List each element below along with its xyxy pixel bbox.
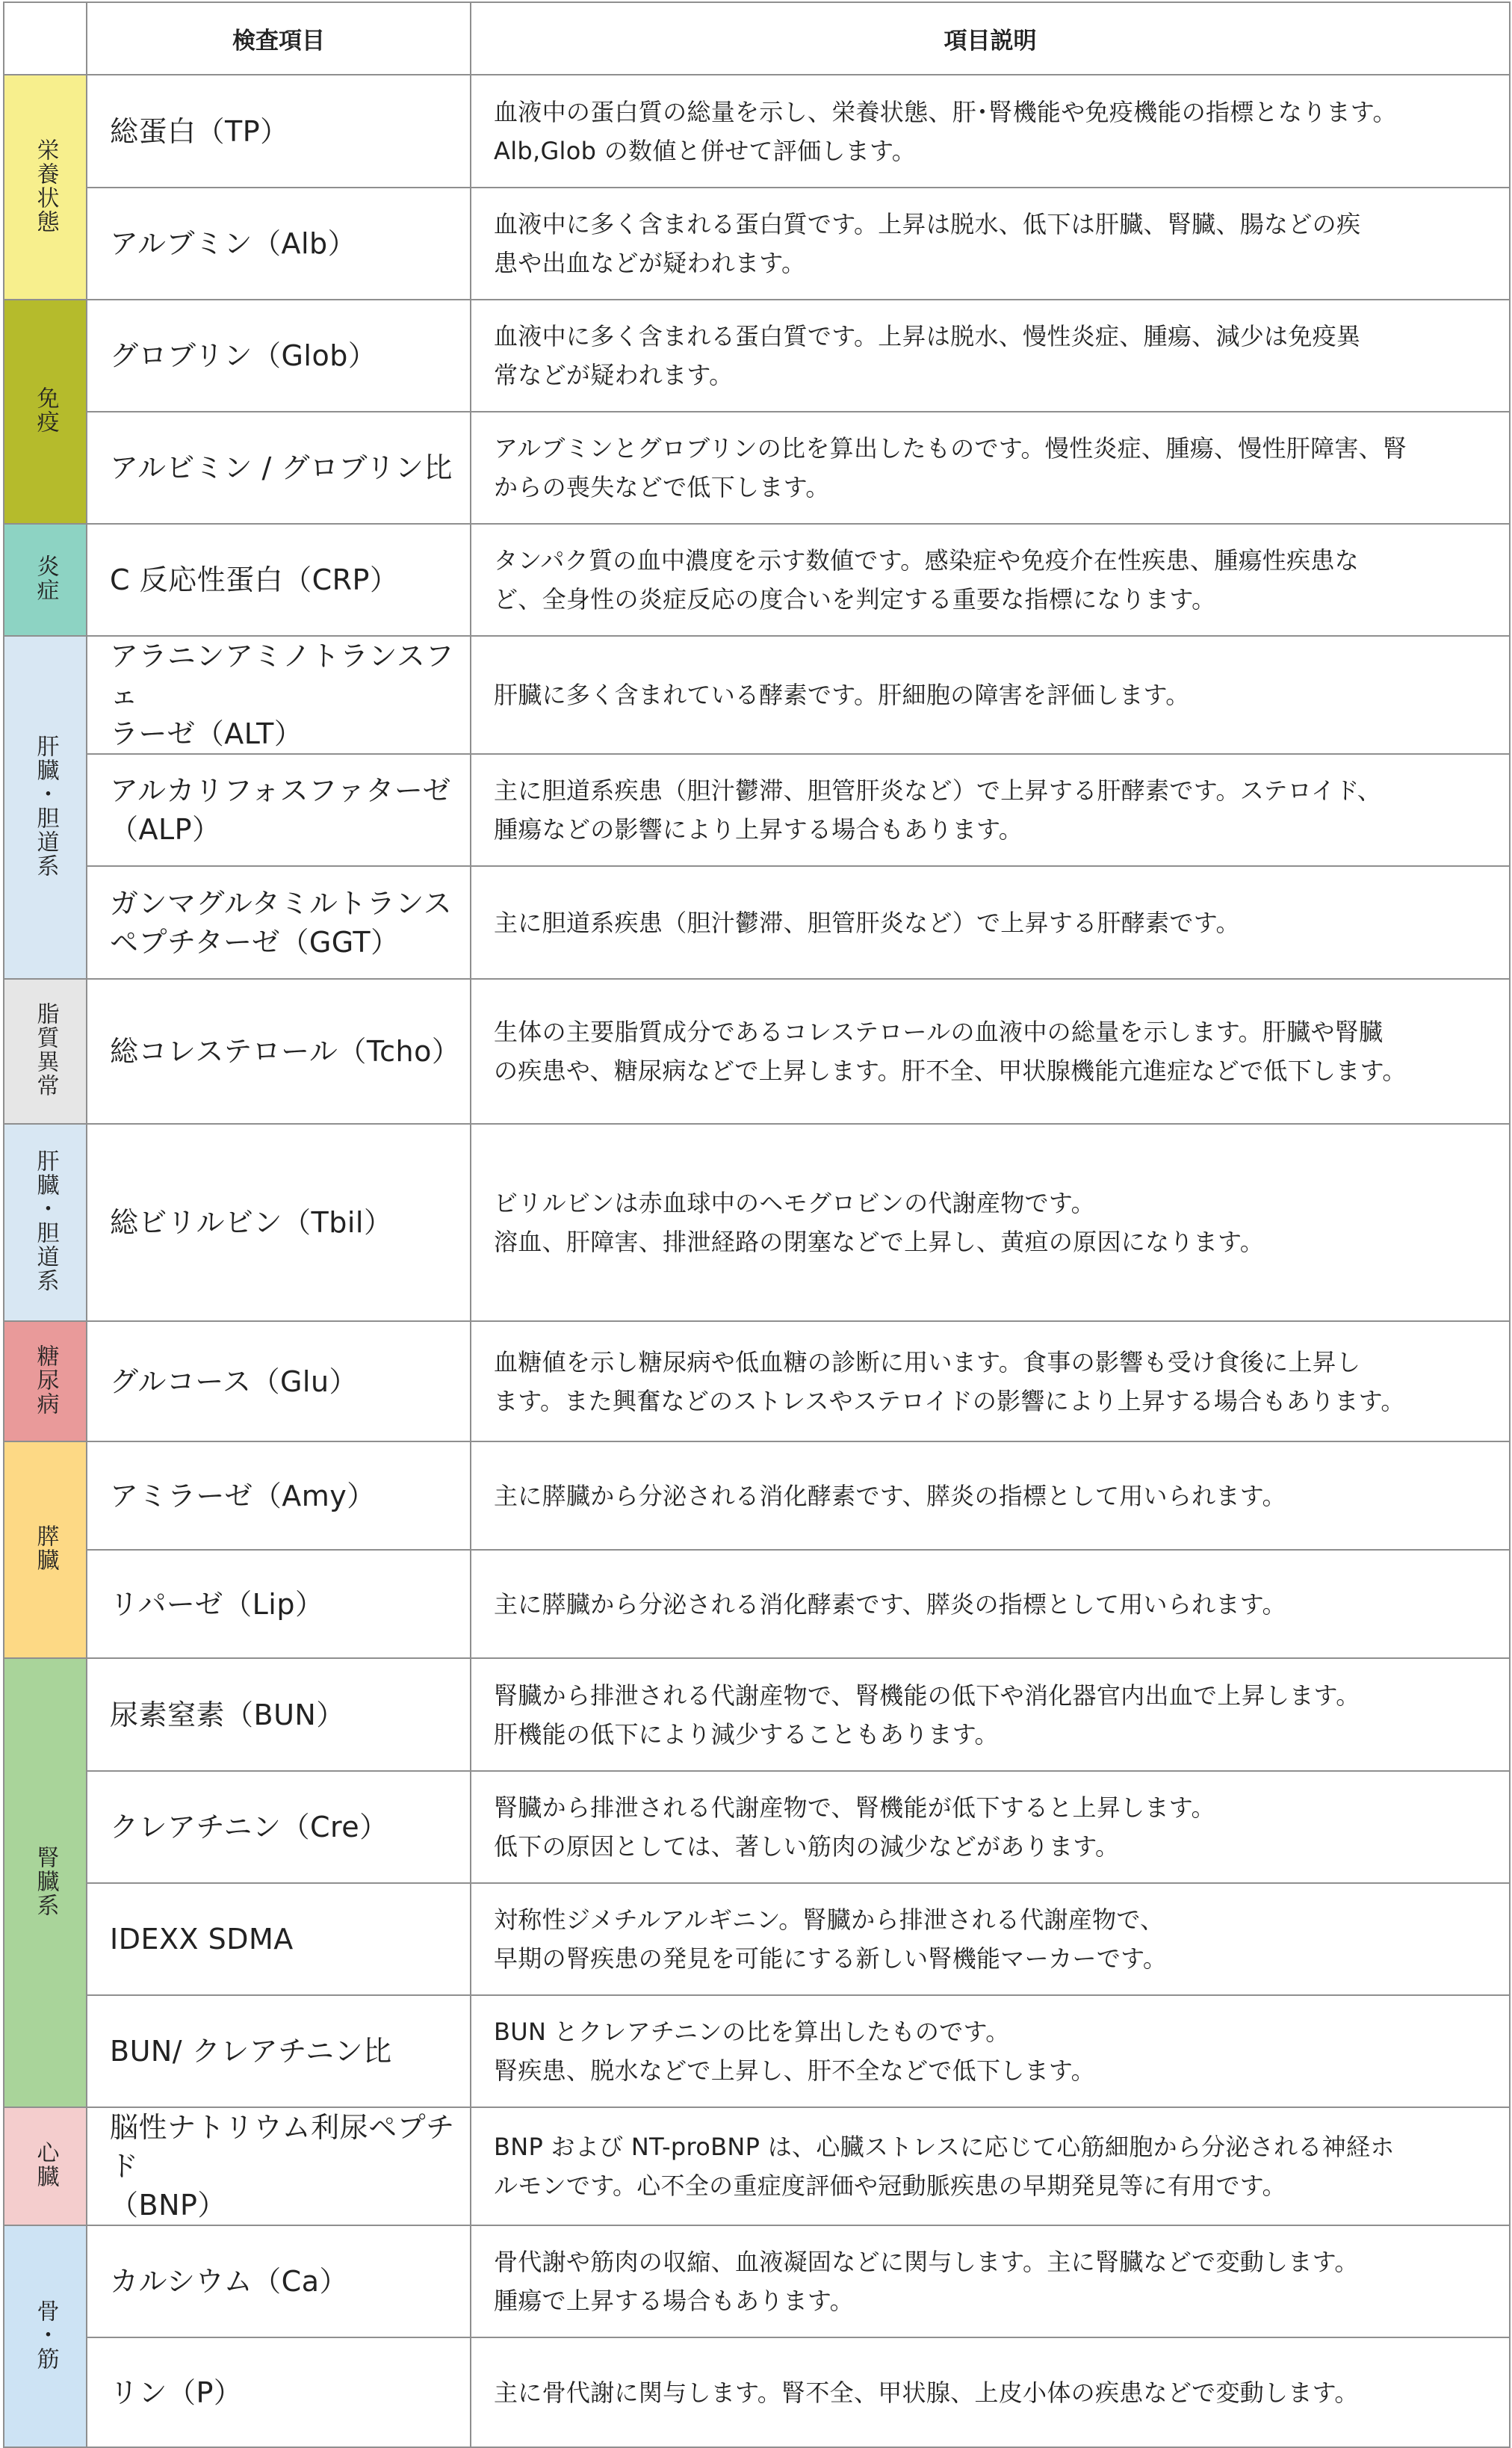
item-cell <box>87 1995 471 2107</box>
item-cell <box>87 2337 471 2447</box>
desc-line: 主に膵臓から分泌される消化酵素です、膵炎の指標として用いられます。 <box>494 1481 1286 1510</box>
table-row <box>4 1550 1510 1658</box>
item-line: アルブミン（Alb） <box>110 227 357 260</box>
item-line: IDEXX SDMA <box>110 1923 294 1956</box>
item-line: C 反応性蛋白（CRP） <box>110 563 399 596</box>
table-row <box>4 1321 1510 1441</box>
desc-cell <box>471 188 1510 300</box>
category-cell <box>4 1124 87 1321</box>
desc-line: 常などが疑われます。 <box>494 361 734 389</box>
category-label: 脂質異常 <box>32 1002 59 1098</box>
item-line: 総ビリルビン（Tbil） <box>110 1206 393 1239</box>
item-cell <box>87 1124 471 1321</box>
desc-line: 腎疾患、脱水などで上昇し、肝不全などで低下します。 <box>494 2056 1095 2085</box>
table-row <box>4 1658 1510 1771</box>
table-row <box>4 188 1510 300</box>
desc-line: 主に骨代謝に関与します。腎不全、甲状腺、上皮小体の疾患などで変動します。 <box>494 2378 1359 2407</box>
desc-cell <box>471 524 1510 636</box>
item-line: リン（P） <box>110 2376 243 2409</box>
table-row <box>4 412 1510 524</box>
item-line: グロブリン（Glob） <box>110 339 377 372</box>
desc-line: 血液中の蛋白質の総量を示し、栄養状態、肝･腎機能や免疫機能の指標となります。 <box>494 97 1397 126</box>
desc-cell <box>471 1124 1510 1321</box>
desc-cell <box>471 300 1510 412</box>
desc-cell <box>471 1550 1510 1658</box>
item-cell <box>87 188 471 300</box>
item-cell <box>87 2225 471 2337</box>
item-cell <box>87 1321 471 1441</box>
category-cell <box>4 524 87 636</box>
item-cell <box>87 1771 471 1883</box>
desc-line: 溶血、肝障害、排泄経路の閉塞などで上昇し、黄疸の原因になります。 <box>494 1228 1265 1256</box>
desc-cell <box>471 1771 1510 1883</box>
category-label: 肝臓・胆道系 <box>32 1149 59 1293</box>
table-row <box>4 866 1510 979</box>
desc-line: 生体の主要脂質成分であるコレステロールの血液中の総量を示します。肝臓や腎臓 <box>494 1018 1384 1046</box>
desc-cell <box>471 2225 1510 2337</box>
item-cell <box>87 524 471 636</box>
header-desc: 項目説明 <box>471 2 1510 75</box>
category-cell <box>4 636 87 979</box>
table-row <box>4 300 1510 412</box>
desc-cell <box>471 636 1510 754</box>
item-line: アルビミン / グロブリン比 <box>110 451 453 484</box>
desc-cell <box>471 75 1510 188</box>
category-label: 糖尿病 <box>32 1344 59 1416</box>
category-label: 膵臓 <box>32 1524 59 1572</box>
table-row <box>4 1883 1510 1995</box>
item-cell <box>87 866 471 979</box>
desc-cell <box>471 1995 1510 2107</box>
desc-line: 腫瘍などの影響により上昇する場合もあります。 <box>494 815 1023 844</box>
item-line: ラーゼ（ALT） <box>110 717 303 750</box>
item-line: アラニンアミノトランスフェ <box>110 640 454 711</box>
category-label: 肝臓・胆道系 <box>32 734 59 878</box>
desc-cell <box>471 1321 1510 1441</box>
category-cell <box>4 75 87 300</box>
item-line: アミラーゼ（Amy） <box>110 1479 376 1512</box>
desc-line: の疾患や、糖尿病などで上昇します。肝不全、甲状腺機能亢進症などで低下します。 <box>494 1057 1407 1085</box>
item-line: ガンマグルタミルトランス <box>110 886 453 920</box>
desc-cell <box>471 2337 1510 2447</box>
category-label: 心臓 <box>32 2141 59 2189</box>
desc-line: BNP および NT-proBNP は、心臓ストレスに応じて心筋細胞から分泌される神経ホ <box>494 2133 1395 2161</box>
table-row <box>4 1441 1510 1550</box>
item-cell <box>87 412 471 524</box>
category-cell <box>4 1658 87 2107</box>
table-row <box>4 2337 1510 2447</box>
desc-line: 早期の腎疾患の発見を可能にする新しい腎機能マーカーです。 <box>494 1944 1168 1973</box>
desc-cell <box>471 1658 1510 1771</box>
item-line: クレアチニン（Cre） <box>110 1811 388 1843</box>
desc-line: ビリルビンは赤血球中のヘモグロビンの代謝産物です。 <box>494 1189 1095 1217</box>
desc-line: 主に膵臓から分泌される消化酵素です、膵炎の指標として用いられます。 <box>494 1589 1286 1619</box>
item-line: 総蛋白（TP） <box>110 114 289 148</box>
desc-line: 低下の原因としては、著しい筋肉の減少などがあります。 <box>494 1832 1120 1861</box>
item-line: 尿素窒素（BUN） <box>110 1698 345 1731</box>
desc-line: ルモンです。心不全の重症度評価や冠動脈疾患の早期発見等に有用です。 <box>494 2172 1286 2200</box>
category-label: 栄養状態 <box>32 137 59 234</box>
item-cell <box>87 636 471 754</box>
desc-line: 肝臓に多く含まれている酵素です。肝細胞の障害を評価します。 <box>494 681 1190 709</box>
category-label: 免疫 <box>32 386 59 434</box>
item-line: ペプチターゼ（GGT） <box>110 925 400 959</box>
item-cell <box>87 1441 471 1550</box>
table-row <box>4 2107 1510 2225</box>
desc-line: からの喪失などで低下します。 <box>494 473 830 501</box>
item-line: 脳性ナトリウム利尿ペプチド <box>110 2111 455 2183</box>
category-cell <box>4 300 87 524</box>
item-line: リパーゼ（Lip） <box>110 1587 324 1621</box>
desc-line: 腎臓から排泄される代謝産物で、腎機能が低下すると上昇します。 <box>494 1793 1215 1822</box>
desc-line: 対称性ジメチルアルギニン。腎臓から排泄される代謝産物で、 <box>494 1905 1165 1934</box>
category-cell <box>4 2107 87 2225</box>
desc-line: ます。また興奮などのストレスやステロイドの影響により上昇する場合もあります。 <box>494 1386 1405 1415</box>
category-label: 炎症 <box>32 554 59 602</box>
desc-line: 血液中に多く含まれる蛋白質です。上昇は脱水、低下は肝臓、腎臓、腸などの疾 <box>494 210 1361 238</box>
item-cell <box>87 300 471 412</box>
category-cell <box>4 2225 87 2447</box>
category-label: 骨・筋 <box>32 2299 59 2371</box>
item-cell <box>87 1883 471 1995</box>
table-row <box>4 1124 1510 1321</box>
desc-line: 主に胆道系疾患（胆汁鬱滞、胆管肝炎など）で上昇する肝酵素です。ステロイド、 <box>494 776 1382 805</box>
item-line: アルカリフォスファターゼ <box>110 774 452 807</box>
category-label: 腎臓系 <box>32 1845 59 1917</box>
desc-line: 肝機能の低下により減少することもあります。 <box>494 1719 999 1749</box>
item-cell <box>87 979 471 1124</box>
desc-cell <box>471 866 1510 979</box>
desc-cell <box>471 412 1510 524</box>
desc-line: 主に胆道系疾患（胆汁鬱滞、胆管肝炎など）で上昇する肝酵素です。 <box>494 908 1240 937</box>
table-row <box>4 754 1510 866</box>
desc-line: 血糖値を示し糖尿病や低血糖の診断に用います。食事の影響も受け食後に上昇し <box>494 1347 1361 1376</box>
item-line: （ALP） <box>110 813 221 846</box>
item-cell <box>87 1550 471 1658</box>
desc-cell <box>471 2107 1510 2225</box>
header-corner <box>4 2 87 75</box>
desc-line: 血液中に多く含まれる蛋白質です。上昇は脱水、慢性炎症、腫瘍、減少は免疫異 <box>494 322 1361 350</box>
desc-line: タンパク質の血中濃度を示す数値です。感染症や免疫介在性疾患、腫瘍性疾患な <box>494 546 1360 575</box>
header-item: 検査項目 <box>87 2 471 75</box>
item-cell <box>87 2107 471 2225</box>
table-row <box>4 2225 1510 2337</box>
desc-line: 腫瘍で上昇する場合もあります。 <box>494 2287 854 2315</box>
desc-line: BUN とクレアチニンの比を算出したものです。 <box>494 2018 1010 2046</box>
table-row <box>4 75 1510 188</box>
item-line: グルコース（Glu） <box>110 1364 359 1398</box>
desc-line: 骨代謝や筋肉の収縮、血液凝固などに関与します。主に腎臓などで変動します。 <box>494 2248 1359 2276</box>
exam-table <box>3 1 1511 2448</box>
desc-line: アルブミンとグロブリンの比を算出したものです。慢性炎症、腫瘍、慢性肝障害、腎 <box>494 434 1407 463</box>
desc-cell <box>471 1441 1510 1550</box>
item-line: （BNP） <box>110 2189 226 2222</box>
item-line: カルシウム（Ca） <box>110 2265 348 2298</box>
desc-line: 腎臓から排泄される代謝産物で、腎機能の低下や消化器官内出血で上昇します。 <box>494 1681 1360 1710</box>
table-row <box>4 979 1510 1124</box>
desc-cell <box>471 979 1510 1124</box>
header-row <box>4 2 1510 75</box>
desc-cell <box>471 1883 1510 1995</box>
item-line: BUN/ クレアチニン比 <box>110 2035 392 2068</box>
table-row <box>4 636 1510 754</box>
desc-cell <box>471 754 1510 866</box>
item-cell <box>87 75 471 188</box>
category-cell <box>4 1441 87 1658</box>
item-cell <box>87 754 471 866</box>
desc-line: Alb,Glob の数値と併せて評価します。 <box>494 136 917 165</box>
table-row <box>4 524 1510 636</box>
desc-line: ど、全身性の炎症反応の度合いを判定する重要な指標になります。 <box>494 585 1216 613</box>
item-cell <box>87 1658 471 1771</box>
item-line: 総コレステロール（Tcho） <box>110 1035 461 1068</box>
category-cell <box>4 979 87 1124</box>
desc-line: 患や出血などが疑われます。 <box>494 249 806 277</box>
category-cell <box>4 1321 87 1441</box>
table-row <box>4 1995 1510 2107</box>
table-row <box>4 1771 1510 1883</box>
